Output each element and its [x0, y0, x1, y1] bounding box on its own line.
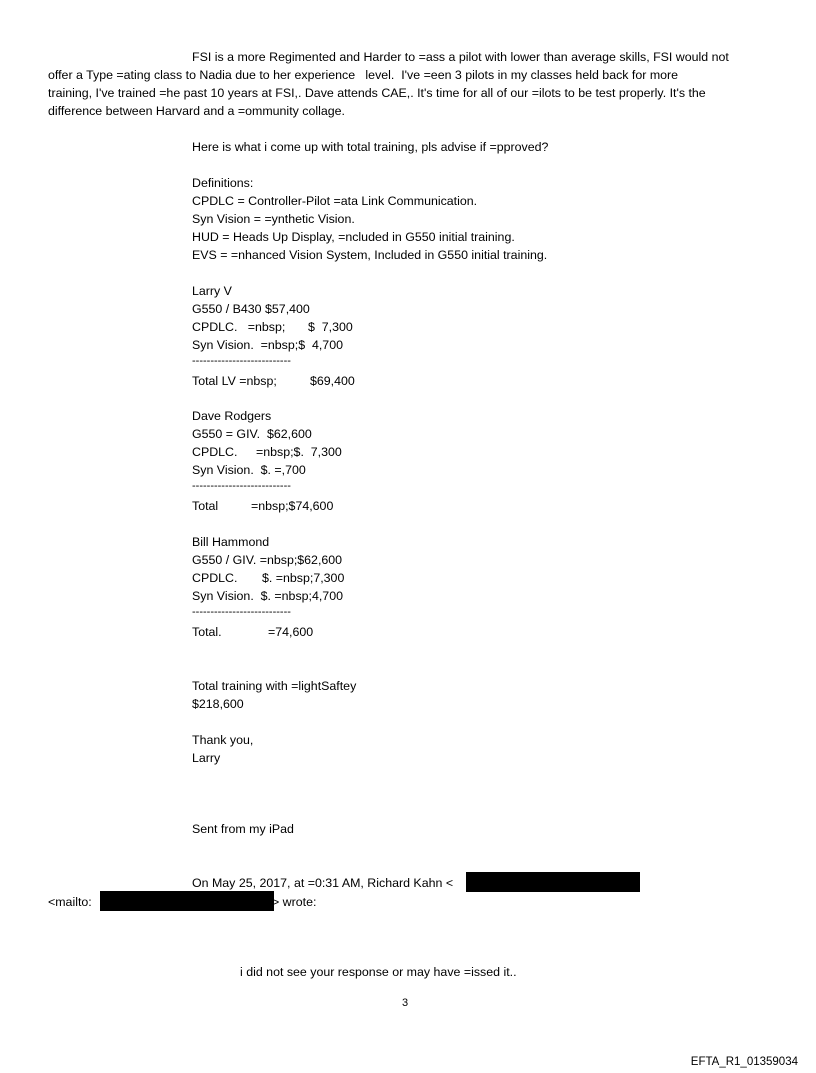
separator-rule: --------------------------- — [192, 355, 291, 367]
total-value: =nbsp;$74,600 — [251, 499, 334, 513]
paragraph-line-1: FSI is a more Regimented and Harder to =ass a pilot with lower than average skills, FSI would not — [192, 50, 729, 64]
cost-line: Syn Vision. =nbsp;$ 4,700 — [192, 338, 343, 352]
document-id: EFTA_R1_01359034 — [690, 1056, 798, 1068]
trainee-name: Dave Rodgers — [192, 409, 272, 423]
paragraph-line-2: offer a Type =ating class to Nadia due to her experience level. I've =een 3 pilots in my classes held back for more — [48, 68, 679, 82]
closing: Thank you, — [192, 733, 254, 747]
separator-rule: --------------------------- — [192, 606, 291, 618]
cost-line: G550 = GIV. $62,600 — [192, 427, 312, 441]
cost-line: G550 / B430 $57,400 — [192, 302, 310, 316]
total-label: Total — [192, 499, 219, 513]
total-label: Total. — [192, 625, 222, 639]
cost-line-label: CPDLC. — [192, 445, 238, 459]
definitions-heading: Definitions: — [192, 176, 254, 190]
total-training-value: $218,600 — [192, 697, 244, 711]
signature: Larry — [192, 751, 221, 765]
trainee-name: Larry V — [192, 284, 232, 298]
cost-line: Syn Vision. $. =,700 — [192, 463, 306, 477]
cost-line: Syn Vision. $. =nbsp;4,700 — [192, 589, 343, 603]
page-number: 3 — [402, 997, 409, 1009]
quote-header: On May 25, 2017, at =0:31 AM, Richard Kahn < — [192, 876, 454, 890]
paragraph-line-4: difference between Harvard and a =ommunity collage. — [48, 104, 345, 118]
total-value: =74,600 — [268, 625, 314, 639]
cost-line-label: CPDLC. =nbsp; — [192, 320, 286, 334]
cost-line-value: =nbsp;$. 7,300 — [256, 445, 342, 459]
mailto-prefix: <mailto: — [48, 895, 92, 909]
total-value: $69,400 — [310, 374, 355, 388]
redaction-box — [466, 872, 640, 892]
definition-item: CPDLC = Controller-Pilot =ata Link Communication. — [192, 194, 478, 208]
definition-item: EVS = =nhanced Vision System, Included in G550 initial training. — [192, 248, 548, 262]
definition-item: Syn Vision = =ynthetic Vision. — [192, 212, 355, 226]
quoted-message: i did not see your response or may have =issed it.. — [240, 965, 517, 979]
cost-line-value: $. =nbsp;7,300 — [262, 571, 345, 585]
cost-line-label: CPDLC. — [192, 571, 238, 585]
separator-rule: --------------------------- — [192, 480, 291, 492]
cost-line: G550 / GIV. =nbsp;$62,600 — [192, 553, 343, 567]
approval-request: Here is what i come up with total training, pls advise if =pproved? — [192, 140, 549, 154]
total-label: Total LV =nbsp; — [192, 374, 277, 388]
trainee-name: Bill Hammond — [192, 535, 270, 549]
total-training-label: Total training with =lightSaftey — [192, 679, 357, 693]
redaction-box — [100, 891, 274, 911]
definition-item: HUD = Heads Up Display, =ncluded in G550 initial training. — [192, 230, 515, 244]
wrote-label: > wrote: — [272, 895, 317, 909]
sent-from: Sent from my iPad — [192, 822, 294, 836]
cost-line-value: $ 7,300 — [308, 320, 353, 334]
paragraph-line-3: training, I've trained =he past 10 years at FSI,. Dave attends CAE,. It's time for all of our =ilots to be test properly. It's the — [48, 86, 706, 100]
